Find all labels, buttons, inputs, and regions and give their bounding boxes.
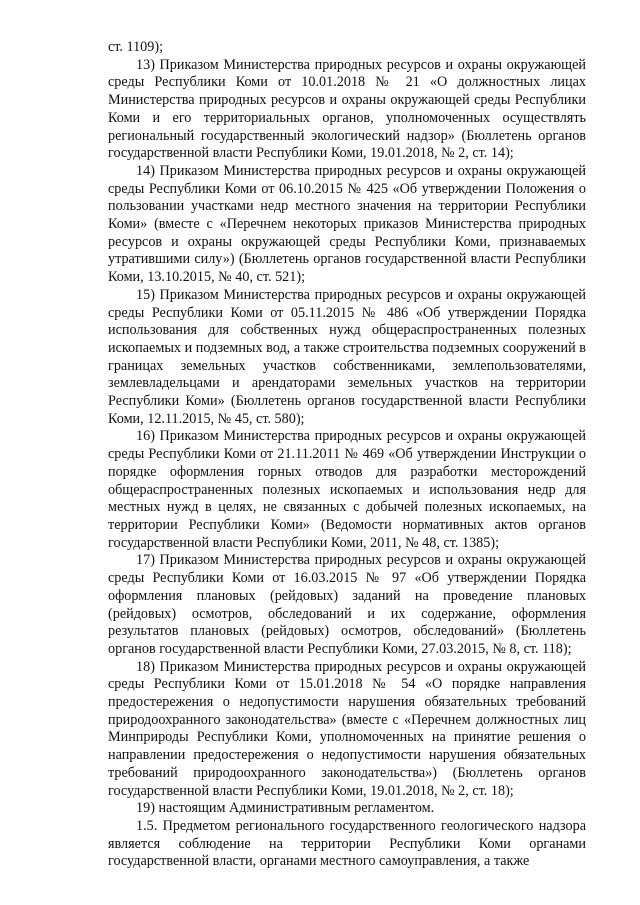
paragraph-item-15: 15) Приказом Министерства природных ресурсов и охраны окружающей среды Республики Коми от 05.11.2015 № 486 «Об утверждении Порядка использования для собственных нужд общераспространенных полезных ископаемых и подземных вод, а также строительства подземных сооружений в границах земельных участков собственниками, землепользователями, землевладельцами и арендаторами земельных участков на территории Республики Коми» (Бюллетень органов государственной власти Республики Коми, 12.11.2015, № 45, ст. 580); xyxy=(108,286,586,427)
paragraph-section-1-5: 1.5. Предметом регионального государственного геологического надзора является соблюдение на территории Республики Коми органами государственной власти, органами местного самоуправления, а также xyxy=(108,817,586,870)
paragraph-item-14: 14) Приказом Министерства природных ресурсов и охраны окружающей среды Республики Коми от 06.10.2015 № 425 «Об утверждении Положения о пользовании участками недр местного значения на территории Республики Коми» (вместе с «Перечнем некоторых приказов Министерства природных ресурсов и охраны окружающей среды Республики Коми, признаваемых утратившими силу») (Бюллетень органов государственной власти Республики Коми, 13.10.2015, № 40, ст. 521); xyxy=(108,162,586,286)
paragraph-citation-tail: ст. 1109); xyxy=(108,39,164,55)
paragraph-item-17: 17) Приказом Министерства природных ресурсов и охраны окружающей среды Республики Коми от 16.03.2015 № 97 «Об утверждении Порядка оформления плановых (рейдовых) заданий на проведение плановых (рейдовых) осмотров, обследований и их содержание, оформления результатов плановых (рейдовых) осмотров, обследований» (Бюллетень органов государственной власти Республики Коми, 27.03.2015, № 8, ст. 118); xyxy=(108,552,586,657)
paragraph-item-19: 19) настоящим Административным регламентом. xyxy=(136,800,435,817)
paragraph-item-13: 13) Приказом Министерства природных ресурсов и охраны окружающей среды Республики Коми от 10.01.2018 № 21 «О должностных лицах Министерства природных ресурсов и охраны окружающей среды Республики Коми и его территориальных органов, уполномоченных осуществлять региональный государственный экологический надзор» (Бюллетень органов государственной власти Республики Коми, 19.01.2018, № 2, ст. 14); xyxy=(108,56,586,162)
paragraph-item-18: 18) Приказом Министерства природных ресурсов и охраны окружающей среды Республики Коми от 15.01.2018 № 54 «О порядке направления предостережения о недопустимости нарушения обязательных требований природоохранного законодательства» (вместе с «Перечнем должностных лиц Минприроды Республики Коми, уполномоченных на принятие решения о направлении предостережения о недопустимости нарушения обязательных требований природоохранного законодательства») (Бюллетень органов государственной власти Республики Коми, 19.01.2018, № 2, ст. 18); xyxy=(108,658,586,799)
document-body xyxy=(108,39,586,871)
paragraph-item-16: 16) Приказом Министерства природных ресурсов и охраны окружающей среды Республики Коми от 21.11.2011 № 469 «Об утверждении Инструкции о порядке оформления горных отводов для разработки месторождений общераспространенных полезных ископаемых и использования недр для местных нужд в целях, не связанных с добычей полезных ископаемых, на территории Республики Коми» (Ведомости нормативных актов органов государственной власти Республики Коми, 2011, № 48, ст. 1385); xyxy=(108,428,586,551)
